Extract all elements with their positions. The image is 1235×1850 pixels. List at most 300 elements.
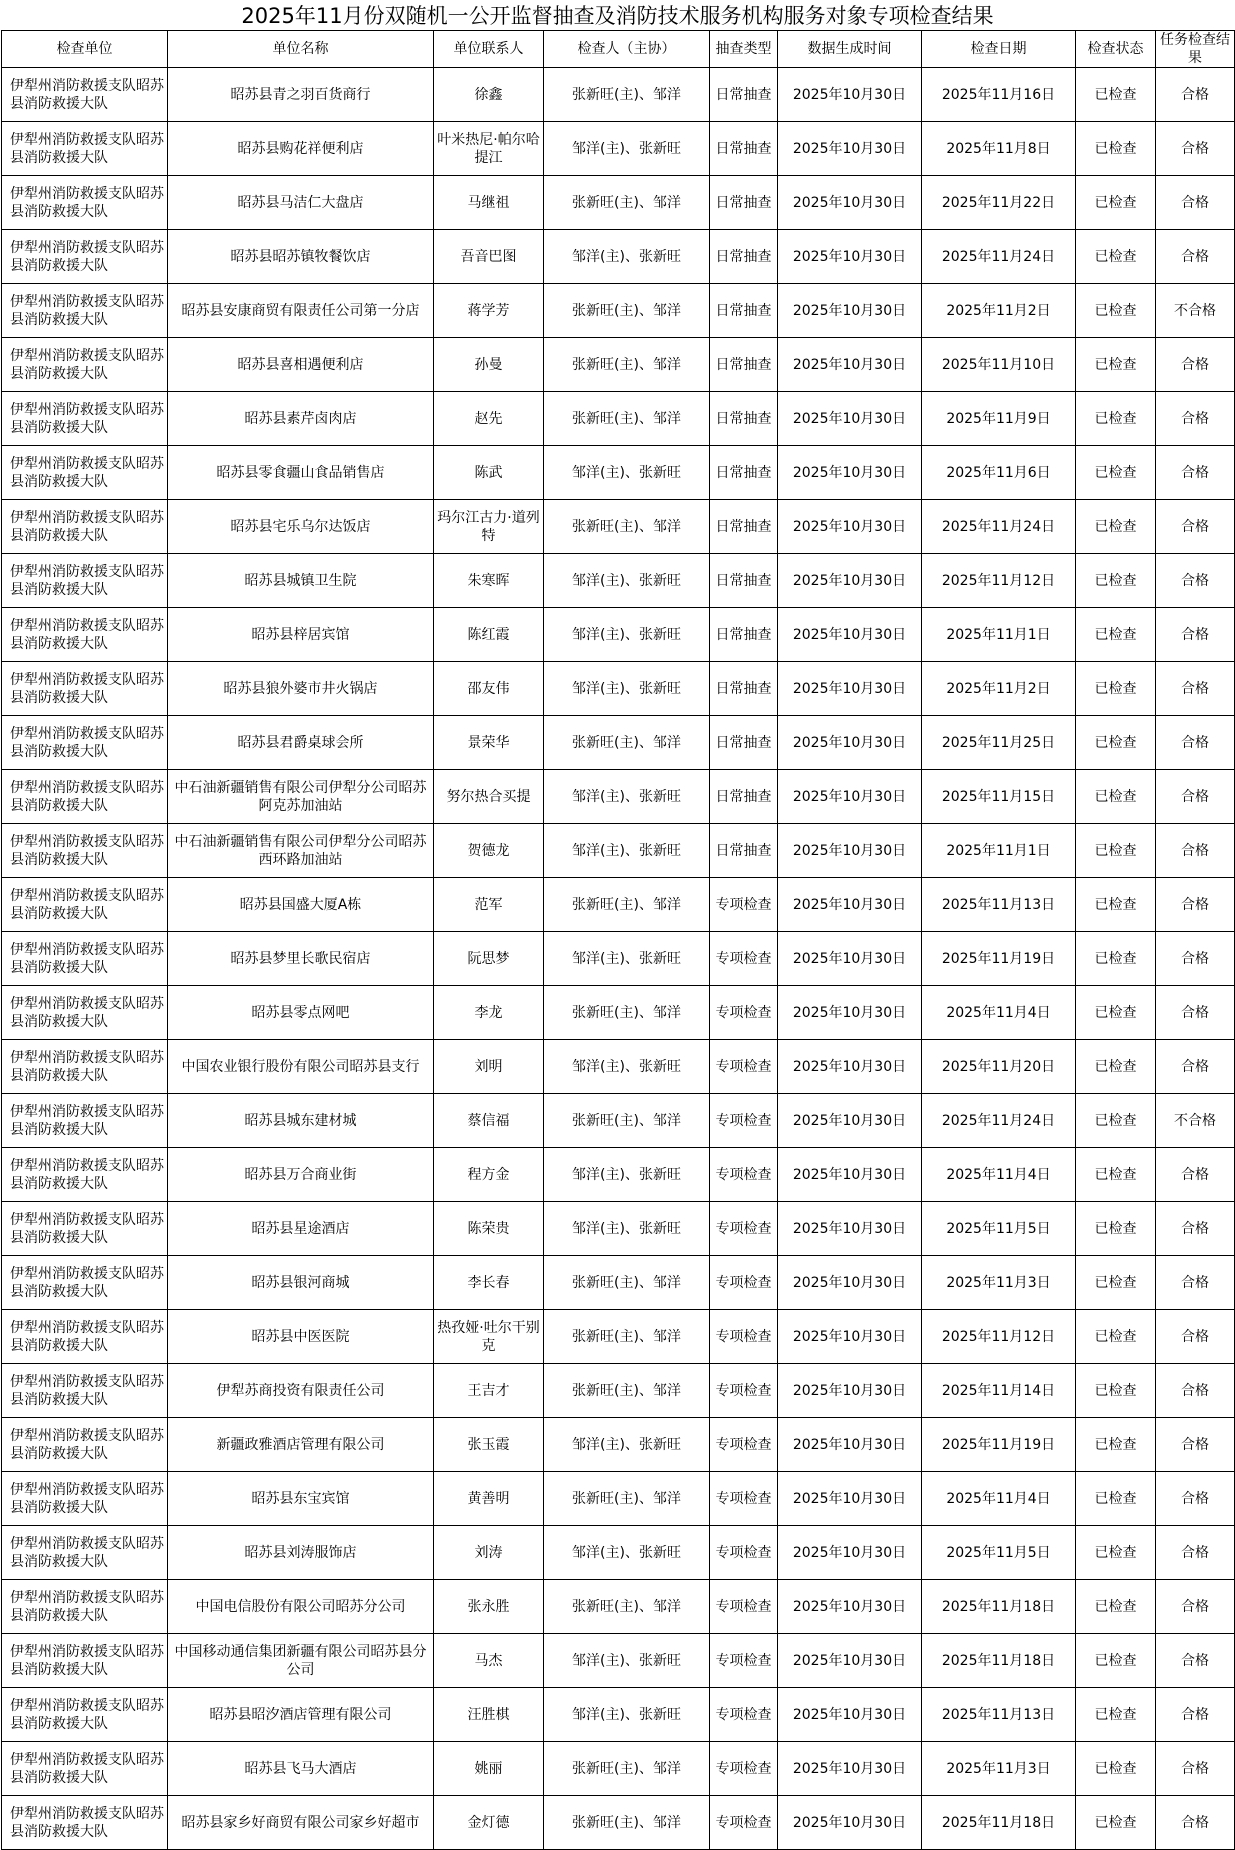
cell-inspecting-unit: 伊犁州消防救援支队昭苏县消防救援大队 xyxy=(2,1796,168,1850)
cell-inspector: 邹洋(主)、张新旺 xyxy=(544,1202,710,1256)
cell-contact: 王吉才 xyxy=(434,1364,544,1418)
cell-check-date: 2025年11月1日 xyxy=(922,824,1076,878)
cell-check-type: 专项检查 xyxy=(710,1472,778,1526)
cell-contact: 玛尔江古力·道列特 xyxy=(434,500,544,554)
cell-inspector: 邹洋(主)、张新旺 xyxy=(544,662,710,716)
table-row xyxy=(2,824,1235,878)
cell-unit-name: 昭苏县喜相遇便利店 xyxy=(168,338,434,392)
cell-result: 合格 xyxy=(1156,932,1235,986)
cell-contact: 陈荣贵 xyxy=(434,1202,544,1256)
cell-contact: 刘涛 xyxy=(434,1526,544,1580)
cell-result: 合格 xyxy=(1156,1796,1235,1850)
cell-status: 已检查 xyxy=(1076,932,1156,986)
cell-check-type: 日常抽查 xyxy=(710,230,778,284)
cell-inspector: 张新旺(主)、邹洋 xyxy=(544,716,710,770)
cell-result: 合格 xyxy=(1156,500,1235,554)
cell-inspecting-unit: 伊犁州消防救援支队昭苏县消防救援大队 xyxy=(2,1580,168,1634)
cell-data-created: 2025年10月30日 xyxy=(778,500,922,554)
cell-check-date: 2025年11月18日 xyxy=(922,1580,1076,1634)
cell-check-date: 2025年11月18日 xyxy=(922,1796,1076,1850)
cell-check-type: 日常抽查 xyxy=(710,176,778,230)
cell-check-date: 2025年11月19日 xyxy=(922,1418,1076,1472)
cell-inspecting-unit: 伊犁州消防救援支队昭苏县消防救援大队 xyxy=(2,338,168,392)
cell-inspecting-unit: 伊犁州消防救援支队昭苏县消防救援大队 xyxy=(2,1418,168,1472)
cell-inspecting-unit: 伊犁州消防救援支队昭苏县消防救援大队 xyxy=(2,932,168,986)
cell-result: 合格 xyxy=(1156,1634,1235,1688)
cell-inspector: 张新旺(主)、邹洋 xyxy=(544,1256,710,1310)
cell-unit-name: 昭苏县素芹卤肉店 xyxy=(168,392,434,446)
cell-inspector: 张新旺(主)、邹洋 xyxy=(544,986,710,1040)
cell-unit-name: 昭苏县零食疆山食品销售店 xyxy=(168,446,434,500)
cell-unit-name: 昭苏县昭汐酒店管理有限公司 xyxy=(168,1688,434,1742)
cell-inspector: 邹洋(主)、张新旺 xyxy=(544,932,710,986)
cell-unit-name: 昭苏县万合商业街 xyxy=(168,1148,434,1202)
cell-result: 合格 xyxy=(1156,1256,1235,1310)
cell-data-created: 2025年10月30日 xyxy=(778,1742,922,1796)
cell-check-type: 日常抽查 xyxy=(710,770,778,824)
cell-data-created: 2025年10月30日 xyxy=(778,1526,922,1580)
cell-check-type: 专项检查 xyxy=(710,878,778,932)
cell-contact: 张玉霞 xyxy=(434,1418,544,1472)
cell-contact: 孙曼 xyxy=(434,338,544,392)
cell-check-type: 日常抽查 xyxy=(710,122,778,176)
cell-check-type: 日常抽查 xyxy=(710,392,778,446)
cell-inspector: 张新旺(主)、邹洋 xyxy=(544,338,710,392)
cell-check-type: 专项检查 xyxy=(710,1202,778,1256)
cell-status: 已检查 xyxy=(1076,1148,1156,1202)
cell-contact: 蔡信福 xyxy=(434,1094,544,1148)
cell-check-date: 2025年11月12日 xyxy=(922,554,1076,608)
cell-inspecting-unit: 伊犁州消防救援支队昭苏县消防救援大队 xyxy=(2,1202,168,1256)
cell-unit-name: 昭苏县国盛大厦A栋 xyxy=(168,878,434,932)
table-row xyxy=(2,1364,1235,1418)
cell-result: 合格 xyxy=(1156,230,1235,284)
cell-status: 已检查 xyxy=(1076,446,1156,500)
cell-inspector: 张新旺(主)、邹洋 xyxy=(544,1580,710,1634)
table-row xyxy=(2,1310,1235,1364)
cell-status: 已检查 xyxy=(1076,1580,1156,1634)
cell-inspector: 邹洋(主)、张新旺 xyxy=(544,608,710,662)
cell-status: 已检查 xyxy=(1076,770,1156,824)
cell-inspecting-unit: 伊犁州消防救援支队昭苏县消防救援大队 xyxy=(2,1472,168,1526)
cell-unit-name: 昭苏县狼外婆市井火锅店 xyxy=(168,662,434,716)
cell-result: 不合格 xyxy=(1156,1094,1235,1148)
cell-inspecting-unit: 伊犁州消防救援支队昭苏县消防救援大队 xyxy=(2,1526,168,1580)
table-row xyxy=(2,500,1235,554)
cell-inspector: 邹洋(主)、张新旺 xyxy=(544,1040,710,1094)
cell-inspector: 张新旺(主)、邹洋 xyxy=(544,1796,710,1850)
cell-check-date: 2025年11月19日 xyxy=(922,932,1076,986)
table-row xyxy=(2,122,1235,176)
cell-contact: 陈武 xyxy=(434,446,544,500)
cell-check-type: 专项检查 xyxy=(710,1310,778,1364)
cell-unit-name: 昭苏县星途酒店 xyxy=(168,1202,434,1256)
cell-result: 合格 xyxy=(1156,716,1235,770)
cell-check-type: 日常抽查 xyxy=(710,716,778,770)
cell-inspector: 邹洋(主)、张新旺 xyxy=(544,1634,710,1688)
cell-inspector: 邹洋(主)、张新旺 xyxy=(544,554,710,608)
cell-check-date: 2025年11月25日 xyxy=(922,716,1076,770)
cell-check-type: 日常抽查 xyxy=(710,824,778,878)
cell-status: 已检查 xyxy=(1076,1418,1156,1472)
cell-unit-name: 昭苏县城镇卫生院 xyxy=(168,554,434,608)
cell-status: 已检查 xyxy=(1076,1688,1156,1742)
cell-check-date: 2025年11月3日 xyxy=(922,1742,1076,1796)
cell-status: 已检查 xyxy=(1076,554,1156,608)
cell-data-created: 2025年10月30日 xyxy=(778,446,922,500)
table-row xyxy=(2,1202,1235,1256)
cell-check-date: 2025年11月15日 xyxy=(922,770,1076,824)
table-row xyxy=(2,284,1235,338)
cell-result: 合格 xyxy=(1156,1148,1235,1202)
cell-inspector: 邹洋(主)、张新旺 xyxy=(544,446,710,500)
cell-data-created: 2025年10月30日 xyxy=(778,392,922,446)
cell-inspecting-unit: 伊犁州消防救援支队昭苏县消防救援大队 xyxy=(2,662,168,716)
cell-unit-name: 昭苏县城东建材城 xyxy=(168,1094,434,1148)
cell-inspecting-unit: 伊犁州消防救援支队昭苏县消防救援大队 xyxy=(2,770,168,824)
cell-status: 已检查 xyxy=(1076,1256,1156,1310)
cell-inspector: 张新旺(主)、邹洋 xyxy=(544,284,710,338)
cell-contact: 黄善明 xyxy=(434,1472,544,1526)
cell-status: 已检查 xyxy=(1076,662,1156,716)
table-row xyxy=(2,338,1235,392)
cell-status: 已检查 xyxy=(1076,608,1156,662)
cell-status: 已检查 xyxy=(1076,284,1156,338)
cell-unit-name: 新疆政雅酒店管理有限公司 xyxy=(168,1418,434,1472)
cell-unit-name: 中石油新疆销售有限公司伊犁分公司昭苏阿克苏加油站 xyxy=(168,770,434,824)
cell-contact: 刘明 xyxy=(434,1040,544,1094)
cell-inspector: 邹洋(主)、张新旺 xyxy=(544,1526,710,1580)
cell-unit-name: 中国电信股份有限公司昭苏分公司 xyxy=(168,1580,434,1634)
table-row xyxy=(2,986,1235,1040)
cell-check-type: 日常抽查 xyxy=(710,662,778,716)
cell-unit-name: 昭苏县东宝宾馆 xyxy=(168,1472,434,1526)
cell-unit-name: 昭苏县宅乐乌尔达饭店 xyxy=(168,500,434,554)
table-row xyxy=(2,770,1235,824)
cell-inspecting-unit: 伊犁州消防救援支队昭苏县消防救援大队 xyxy=(2,392,168,446)
cell-status: 已检查 xyxy=(1076,230,1156,284)
cell-unit-name: 昭苏县购花祥便利店 xyxy=(168,122,434,176)
cell-inspecting-unit: 伊犁州消防救援支队昭苏县消防救援大队 xyxy=(2,716,168,770)
cell-check-date: 2025年11月24日 xyxy=(922,500,1076,554)
cell-contact: 景荣华 xyxy=(434,716,544,770)
cell-unit-name: 昭苏县梓居宾馆 xyxy=(168,608,434,662)
cell-result: 合格 xyxy=(1156,1742,1235,1796)
cell-status: 已检查 xyxy=(1076,716,1156,770)
cell-check-type: 专项检查 xyxy=(710,1634,778,1688)
cell-unit-name: 昭苏县零点网吧 xyxy=(168,986,434,1040)
cell-data-created: 2025年10月30日 xyxy=(778,932,922,986)
col-header-result: 任务检查结果 xyxy=(1156,31,1235,68)
cell-inspector: 张新旺(主)、邹洋 xyxy=(544,878,710,932)
cell-check-type: 日常抽查 xyxy=(710,608,778,662)
cell-check-date: 2025年11月1日 xyxy=(922,608,1076,662)
cell-result: 合格 xyxy=(1156,1580,1235,1634)
cell-result: 合格 xyxy=(1156,1310,1235,1364)
cell-inspector: 张新旺(主)、邹洋 xyxy=(544,68,710,122)
table-row xyxy=(2,1094,1235,1148)
table-row xyxy=(2,176,1235,230)
cell-check-type: 专项检查 xyxy=(710,932,778,986)
col-header-check-type: 抽查类型 xyxy=(710,31,778,68)
cell-data-created: 2025年10月30日 xyxy=(778,1040,922,1094)
cell-inspector: 张新旺(主)、邹洋 xyxy=(544,500,710,554)
cell-status: 已检查 xyxy=(1076,392,1156,446)
cell-unit-name: 昭苏县中医医院 xyxy=(168,1310,434,1364)
inspection-results-table xyxy=(1,30,1235,1850)
cell-check-type: 专项检查 xyxy=(710,1040,778,1094)
cell-contact: 叶米热尼·帕尔哈提江 xyxy=(434,122,544,176)
cell-check-date: 2025年11月4日 xyxy=(922,1472,1076,1526)
cell-check-date: 2025年11月2日 xyxy=(922,662,1076,716)
cell-inspector: 张新旺(主)、邹洋 xyxy=(544,392,710,446)
cell-inspecting-unit: 伊犁州消防救援支队昭苏县消防救援大队 xyxy=(2,1148,168,1202)
cell-inspector: 邹洋(主)、张新旺 xyxy=(544,230,710,284)
cell-data-created: 2025年10月30日 xyxy=(778,1256,922,1310)
cell-contact: 马杰 xyxy=(434,1634,544,1688)
cell-check-type: 日常抽查 xyxy=(710,554,778,608)
cell-unit-name: 昭苏县银河商城 xyxy=(168,1256,434,1310)
cell-result: 合格 xyxy=(1156,1688,1235,1742)
cell-check-date: 2025年11月8日 xyxy=(922,122,1076,176)
cell-result: 合格 xyxy=(1156,608,1235,662)
cell-data-created: 2025年10月30日 xyxy=(778,770,922,824)
cell-inspector: 邹洋(主)、张新旺 xyxy=(544,770,710,824)
cell-contact: 努尔热合买提 xyxy=(434,770,544,824)
cell-check-type: 专项检查 xyxy=(710,1580,778,1634)
cell-check-date: 2025年11月24日 xyxy=(922,230,1076,284)
cell-contact: 陈红霞 xyxy=(434,608,544,662)
cell-unit-name: 中石油新疆销售有限公司伊犁分公司昭苏西环路加油站 xyxy=(168,824,434,878)
cell-unit-name: 中国农业银行股份有限公司昭苏县支行 xyxy=(168,1040,434,1094)
cell-inspector: 邹洋(主)、张新旺 xyxy=(544,1688,710,1742)
cell-unit-name: 中国移动通信集团新疆有限公司昭苏县分公司 xyxy=(168,1634,434,1688)
col-header-data-created: 数据生成时间 xyxy=(778,31,922,68)
cell-inspector: 邹洋(主)、张新旺 xyxy=(544,1148,710,1202)
cell-status: 已检查 xyxy=(1076,824,1156,878)
cell-data-created: 2025年10月30日 xyxy=(778,122,922,176)
cell-check-type: 日常抽查 xyxy=(710,284,778,338)
cell-unit-name: 昭苏县青之羽百货商行 xyxy=(168,68,434,122)
cell-inspector: 邹洋(主)、张新旺 xyxy=(544,824,710,878)
cell-check-type: 专项检查 xyxy=(710,1256,778,1310)
cell-data-created: 2025年10月30日 xyxy=(778,608,922,662)
cell-check-date: 2025年11月16日 xyxy=(922,68,1076,122)
cell-contact: 赵先 xyxy=(434,392,544,446)
cell-result: 合格 xyxy=(1156,392,1235,446)
cell-data-created: 2025年10月30日 xyxy=(778,1202,922,1256)
cell-contact: 徐鑫 xyxy=(434,68,544,122)
cell-unit-name: 伊犁苏商投资有限责任公司 xyxy=(168,1364,434,1418)
cell-unit-name: 昭苏县梦里长歌民宿店 xyxy=(168,932,434,986)
col-header-inspecting-unit: 检查单位 xyxy=(2,31,168,68)
cell-check-date: 2025年11月3日 xyxy=(922,1256,1076,1310)
cell-check-type: 专项检查 xyxy=(710,986,778,1040)
cell-contact: 李龙 xyxy=(434,986,544,1040)
cell-check-type: 日常抽查 xyxy=(710,68,778,122)
cell-contact: 马继祖 xyxy=(434,176,544,230)
cell-status: 已检查 xyxy=(1076,1742,1156,1796)
cell-inspecting-unit: 伊犁州消防救援支队昭苏县消防救援大队 xyxy=(2,1310,168,1364)
cell-status: 已检查 xyxy=(1076,1040,1156,1094)
cell-inspecting-unit: 伊犁州消防救援支队昭苏县消防救援大队 xyxy=(2,122,168,176)
cell-data-created: 2025年10月30日 xyxy=(778,1796,922,1850)
cell-contact: 热孜娅·吐尔干别克 xyxy=(434,1310,544,1364)
cell-status: 已检查 xyxy=(1076,1634,1156,1688)
cell-result: 合格 xyxy=(1156,662,1235,716)
table-row xyxy=(2,1742,1235,1796)
cell-result: 合格 xyxy=(1156,68,1235,122)
cell-data-created: 2025年10月30日 xyxy=(778,716,922,770)
cell-check-date: 2025年11月20日 xyxy=(922,1040,1076,1094)
cell-check-type: 专项检查 xyxy=(710,1148,778,1202)
cell-result: 合格 xyxy=(1156,338,1235,392)
cell-check-date: 2025年11月13日 xyxy=(922,1688,1076,1742)
cell-unit-name: 昭苏县马洁仁大盘店 xyxy=(168,176,434,230)
cell-contact: 蒋学芳 xyxy=(434,284,544,338)
table-row xyxy=(2,1472,1235,1526)
cell-data-created: 2025年10月30日 xyxy=(778,1472,922,1526)
cell-check-date: 2025年11月24日 xyxy=(922,1094,1076,1148)
cell-result: 合格 xyxy=(1156,1364,1235,1418)
cell-status: 已检查 xyxy=(1076,176,1156,230)
cell-result: 合格 xyxy=(1156,1526,1235,1580)
cell-status: 已检查 xyxy=(1076,1526,1156,1580)
cell-data-created: 2025年10月30日 xyxy=(778,1418,922,1472)
cell-result: 合格 xyxy=(1156,1202,1235,1256)
cell-inspecting-unit: 伊犁州消防救援支队昭苏县消防救援大队 xyxy=(2,986,168,1040)
cell-result: 合格 xyxy=(1156,122,1235,176)
cell-contact: 朱寒晖 xyxy=(434,554,544,608)
cell-result: 合格 xyxy=(1156,1418,1235,1472)
cell-inspecting-unit: 伊犁州消防救援支队昭苏县消防救援大队 xyxy=(2,284,168,338)
cell-check-date: 2025年11月4日 xyxy=(922,1148,1076,1202)
table-row xyxy=(2,716,1235,770)
table-row xyxy=(2,1796,1235,1850)
table-row xyxy=(2,1418,1235,1472)
cell-inspecting-unit: 伊犁州消防救援支队昭苏县消防救援大队 xyxy=(2,878,168,932)
cell-inspector: 张新旺(主)、邹洋 xyxy=(544,1094,710,1148)
cell-inspecting-unit: 伊犁州消防救援支队昭苏县消防救援大队 xyxy=(2,1742,168,1796)
cell-contact: 张永胜 xyxy=(434,1580,544,1634)
cell-status: 已检查 xyxy=(1076,878,1156,932)
cell-check-date: 2025年11月10日 xyxy=(922,338,1076,392)
cell-data-created: 2025年10月30日 xyxy=(778,1310,922,1364)
cell-inspecting-unit: 伊犁州消防救援支队昭苏县消防救援大队 xyxy=(2,500,168,554)
cell-check-type: 日常抽查 xyxy=(710,338,778,392)
cell-inspecting-unit: 伊犁州消防救援支队昭苏县消防救援大队 xyxy=(2,1094,168,1148)
table-row xyxy=(2,662,1235,716)
cell-unit-name: 昭苏县安康商贸有限责任公司第一分店 xyxy=(168,284,434,338)
cell-contact: 李长春 xyxy=(434,1256,544,1310)
cell-check-date: 2025年11月5日 xyxy=(922,1202,1076,1256)
cell-status: 已检查 xyxy=(1076,1364,1156,1418)
table-row xyxy=(2,932,1235,986)
table-header-row xyxy=(2,31,1235,68)
cell-contact: 范军 xyxy=(434,878,544,932)
cell-status: 已检查 xyxy=(1076,1796,1156,1850)
cell-check-type: 日常抽查 xyxy=(710,500,778,554)
table-row xyxy=(2,230,1235,284)
cell-check-date: 2025年11月5日 xyxy=(922,1526,1076,1580)
cell-status: 已检查 xyxy=(1076,1094,1156,1148)
cell-data-created: 2025年10月30日 xyxy=(778,986,922,1040)
cell-inspecting-unit: 伊犁州消防救援支队昭苏县消防救援大队 xyxy=(2,1634,168,1688)
cell-inspecting-unit: 伊犁州消防救援支队昭苏县消防救援大队 xyxy=(2,554,168,608)
cell-inspecting-unit: 伊犁州消防救援支队昭苏县消防救援大队 xyxy=(2,1256,168,1310)
cell-contact: 邵友伟 xyxy=(434,662,544,716)
cell-result: 合格 xyxy=(1156,986,1235,1040)
cell-check-date: 2025年11月12日 xyxy=(922,1310,1076,1364)
cell-inspector: 张新旺(主)、邹洋 xyxy=(544,1310,710,1364)
cell-check-date: 2025年11月18日 xyxy=(922,1634,1076,1688)
cell-data-created: 2025年10月30日 xyxy=(778,1580,922,1634)
cell-inspecting-unit: 伊犁州消防救援支队昭苏县消防救援大队 xyxy=(2,176,168,230)
cell-unit-name: 昭苏县昭苏镇牧餐饮店 xyxy=(168,230,434,284)
table-row xyxy=(2,392,1235,446)
cell-inspecting-unit: 伊犁州消防救援支队昭苏县消防救援大队 xyxy=(2,1040,168,1094)
cell-data-created: 2025年10月30日 xyxy=(778,1688,922,1742)
col-header-contact: 单位联系人 xyxy=(434,31,544,68)
cell-status: 已检查 xyxy=(1076,338,1156,392)
cell-check-type: 专项检查 xyxy=(710,1418,778,1472)
cell-data-created: 2025年10月30日 xyxy=(778,878,922,932)
cell-check-type: 专项检查 xyxy=(710,1526,778,1580)
table-row xyxy=(2,1526,1235,1580)
cell-contact: 姚丽 xyxy=(434,1742,544,1796)
cell-check-date: 2025年11月2日 xyxy=(922,284,1076,338)
cell-inspector: 邹洋(主)、张新旺 xyxy=(544,122,710,176)
cell-inspecting-unit: 伊犁州消防救援支队昭苏县消防救援大队 xyxy=(2,230,168,284)
cell-inspector: 张新旺(主)、邹洋 xyxy=(544,1472,710,1526)
table-row xyxy=(2,1256,1235,1310)
cell-contact: 贺德龙 xyxy=(434,824,544,878)
cell-data-created: 2025年10月30日 xyxy=(778,68,922,122)
cell-inspecting-unit: 伊犁州消防救援支队昭苏县消防救援大队 xyxy=(2,608,168,662)
col-header-status: 检查状态 xyxy=(1076,31,1156,68)
cell-status: 已检查 xyxy=(1076,1472,1156,1526)
table-row xyxy=(2,878,1235,932)
cell-unit-name: 昭苏县君爵桌球会所 xyxy=(168,716,434,770)
cell-check-type: 专项检查 xyxy=(710,1796,778,1850)
cell-result: 合格 xyxy=(1156,1040,1235,1094)
table-row xyxy=(2,554,1235,608)
cell-contact: 吾音巴图 xyxy=(434,230,544,284)
cell-data-created: 2025年10月30日 xyxy=(778,824,922,878)
cell-inspecting-unit: 伊犁州消防救援支队昭苏县消防救援大队 xyxy=(2,1364,168,1418)
cell-data-created: 2025年10月30日 xyxy=(778,284,922,338)
cell-unit-name: 昭苏县家乡好商贸有限公司家乡好超市 xyxy=(168,1796,434,1850)
cell-contact: 程方金 xyxy=(434,1148,544,1202)
cell-contact: 阮思梦 xyxy=(434,932,544,986)
cell-data-created: 2025年10月30日 xyxy=(778,1364,922,1418)
cell-result: 合格 xyxy=(1156,554,1235,608)
cell-data-created: 2025年10月30日 xyxy=(778,1094,922,1148)
cell-inspecting-unit: 伊犁州消防救援支队昭苏县消防救援大队 xyxy=(2,446,168,500)
cell-result: 合格 xyxy=(1156,770,1235,824)
cell-result: 合格 xyxy=(1156,446,1235,500)
table-row xyxy=(2,1634,1235,1688)
cell-inspecting-unit: 伊犁州消防救援支队昭苏县消防救援大队 xyxy=(2,1688,168,1742)
col-header-check-date: 检查日期 xyxy=(922,31,1076,68)
cell-status: 已检查 xyxy=(1076,122,1156,176)
table-row xyxy=(2,1040,1235,1094)
cell-inspector: 张新旺(主)、邹洋 xyxy=(544,1742,710,1796)
cell-status: 已检查 xyxy=(1076,1310,1156,1364)
cell-unit-name: 昭苏县刘涛服饰店 xyxy=(168,1526,434,1580)
cell-data-created: 2025年10月30日 xyxy=(778,338,922,392)
cell-result: 合格 xyxy=(1156,824,1235,878)
